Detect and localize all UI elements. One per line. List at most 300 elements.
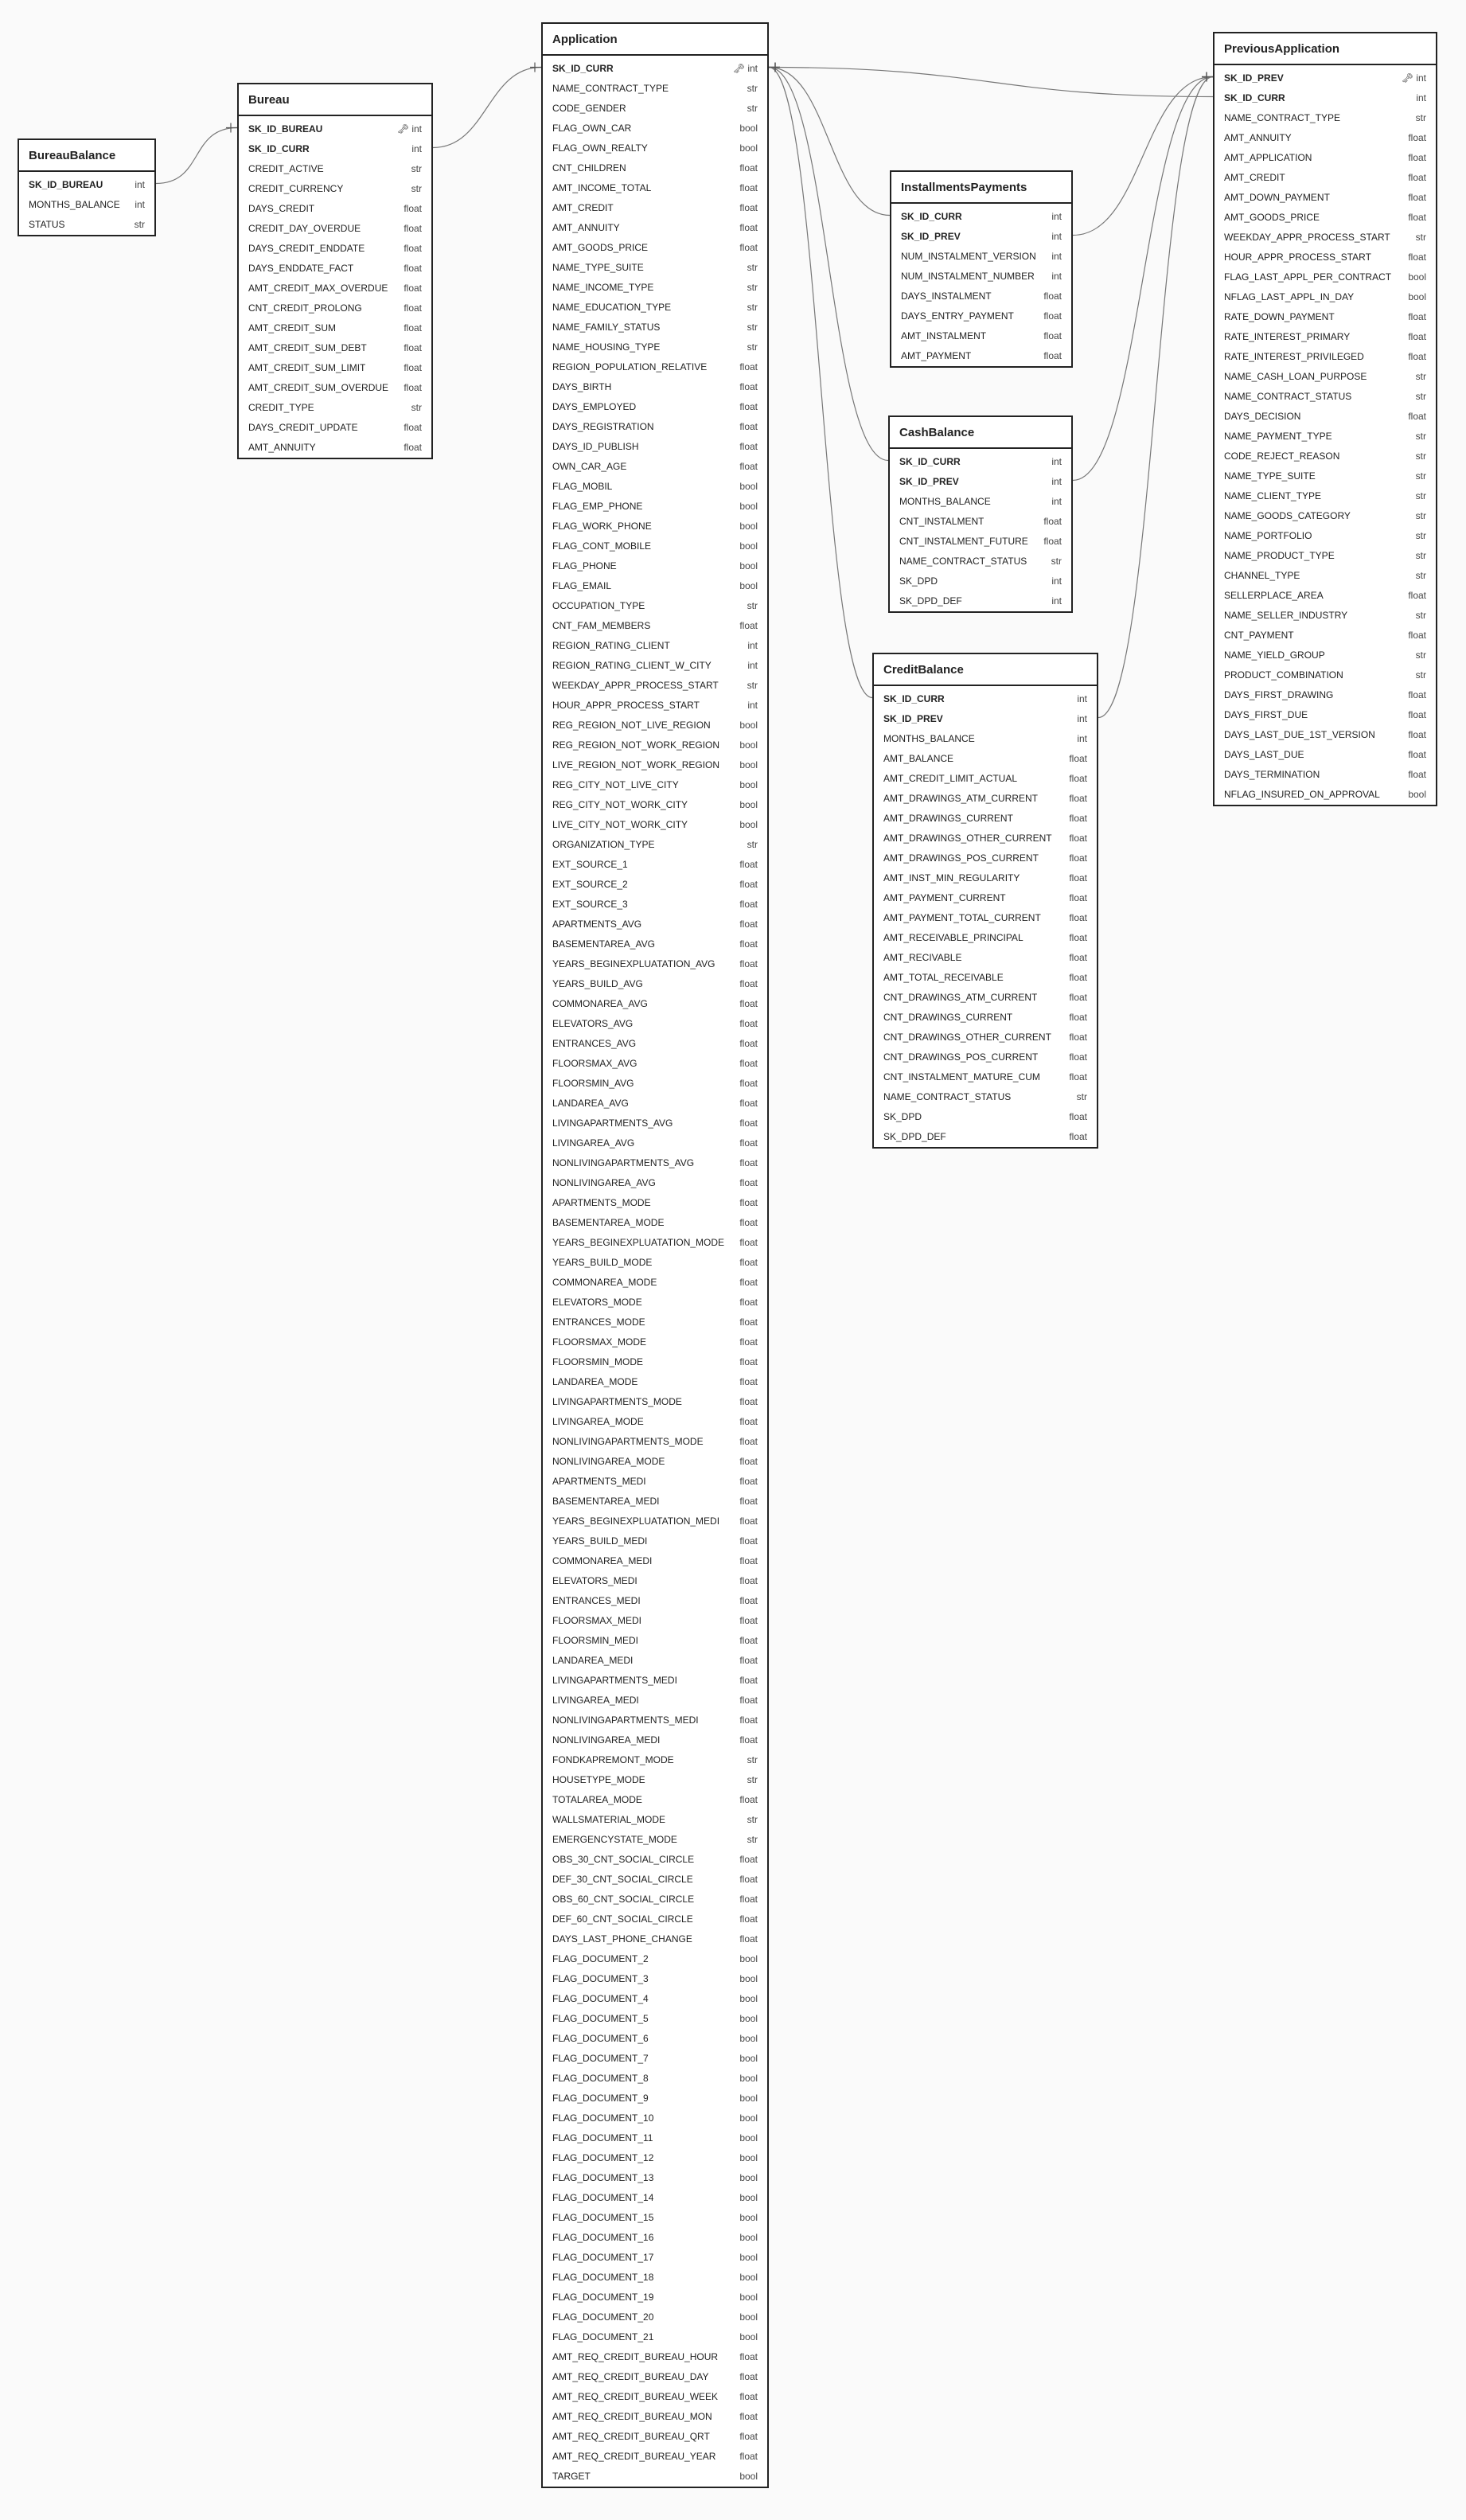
field-name: FLAG_DOCUMENT_6 xyxy=(552,2033,649,2044)
field-name: AMT_ANNUITY xyxy=(248,442,316,453)
field-row[interactable] xyxy=(543,2009,767,2029)
field-row[interactable] xyxy=(543,517,767,536)
field-row[interactable] xyxy=(19,175,154,195)
field-row[interactable] xyxy=(890,532,1071,552)
field-row[interactable] xyxy=(874,988,1097,1008)
field-name: CREDIT_TYPE xyxy=(248,402,314,413)
field-row[interactable] xyxy=(543,1332,767,1352)
field-row[interactable] xyxy=(543,2407,767,2427)
field-row[interactable] xyxy=(239,159,431,179)
field-type: str xyxy=(134,219,145,230)
field-row[interactable] xyxy=(543,1133,767,1153)
field-row[interactable] xyxy=(874,888,1097,908)
field-type: float xyxy=(1408,132,1426,143)
field-type: int xyxy=(1051,496,1062,507)
field-row[interactable] xyxy=(543,2327,767,2347)
field-row[interactable] xyxy=(543,138,767,158)
field-row[interactable] xyxy=(543,2029,767,2049)
field-row[interactable] xyxy=(1215,546,1436,566)
field-row[interactable] xyxy=(543,994,767,1014)
field-row[interactable] xyxy=(891,287,1071,306)
field-name: YEARS_BUILD_MEDI xyxy=(552,1535,648,1547)
field-row[interactable] xyxy=(1215,526,1436,546)
field-row[interactable] xyxy=(1215,148,1436,168)
field-row[interactable] xyxy=(543,1770,767,1790)
field-row[interactable] xyxy=(543,377,767,397)
field-row[interactable] xyxy=(543,437,767,457)
field-row[interactable] xyxy=(239,179,431,199)
field-row[interactable] xyxy=(543,696,767,716)
field-type: float xyxy=(1043,350,1062,361)
field-row[interactable] xyxy=(543,2228,767,2248)
field-row[interactable] xyxy=(239,418,431,438)
field-type: bool xyxy=(739,819,758,830)
field-row[interactable] xyxy=(543,1531,767,1551)
field-type: float xyxy=(739,1933,758,1945)
field-row[interactable] xyxy=(543,835,767,855)
field-row[interactable] xyxy=(543,636,767,656)
field-row[interactable] xyxy=(1215,108,1436,128)
field-row[interactable] xyxy=(543,616,767,636)
field-row[interactable] xyxy=(543,1313,767,1332)
field-row[interactable] xyxy=(1215,88,1436,108)
field-type: float xyxy=(404,342,422,353)
field-row[interactable] xyxy=(543,218,767,238)
field-type: str xyxy=(411,183,422,194)
field-row[interactable] xyxy=(1215,307,1436,327)
field-list xyxy=(543,56,767,2487)
field-type: float xyxy=(739,1714,758,1726)
relation-one-marker xyxy=(226,123,237,133)
field-name: CODE_REJECT_REASON xyxy=(1224,451,1340,462)
field-row[interactable] xyxy=(874,948,1097,968)
field-row[interactable] xyxy=(543,1830,767,1850)
field-type: str xyxy=(747,600,758,611)
field-name: FLAG_DOCUMENT_5 xyxy=(552,2013,649,2024)
field-row[interactable] xyxy=(1215,68,1436,88)
field-row[interactable] xyxy=(543,397,767,417)
field-row[interactable] xyxy=(890,571,1071,591)
field-row[interactable] xyxy=(543,2307,767,2327)
table-title: CashBalance xyxy=(890,417,1071,449)
field-row[interactable] xyxy=(874,968,1097,988)
field-type: float xyxy=(739,1118,758,1129)
field-row[interactable] xyxy=(543,656,767,676)
field-row[interactable] xyxy=(874,1087,1097,1107)
field-row[interactable] xyxy=(543,775,767,795)
field-row[interactable] xyxy=(543,1412,767,1432)
table-previousapplication[interactable] xyxy=(1213,32,1437,806)
field-row[interactable] xyxy=(543,2347,767,2367)
field-row[interactable] xyxy=(543,1233,767,1253)
field-row[interactable] xyxy=(543,974,767,994)
field-row[interactable] xyxy=(1215,427,1436,447)
field-type: float xyxy=(1069,1131,1087,1142)
field-type: float xyxy=(739,361,758,373)
field-row[interactable] xyxy=(543,457,767,477)
field-row[interactable] xyxy=(543,59,767,79)
table-bureau[interactable] xyxy=(237,83,433,459)
field-row[interactable] xyxy=(543,1014,767,1034)
field-row[interactable] xyxy=(543,2248,767,2268)
field-name: NAME_YIELD_GROUP xyxy=(1224,650,1325,661)
field-row[interactable] xyxy=(891,326,1071,346)
field-type: float xyxy=(1069,892,1087,903)
field-row[interactable] xyxy=(890,512,1071,532)
field-type: float xyxy=(739,1058,758,1069)
field-row[interactable] xyxy=(874,809,1097,829)
field-row[interactable] xyxy=(891,267,1071,287)
field-row[interactable] xyxy=(1215,765,1436,785)
field-type: str xyxy=(747,680,758,691)
field-type: float xyxy=(739,1595,758,1606)
field-row[interactable] xyxy=(543,1452,767,1472)
field-row[interactable] xyxy=(874,848,1097,868)
field-name: COMMONAREA_AVG xyxy=(552,998,648,1009)
field-row[interactable] xyxy=(543,1034,767,1054)
field-row[interactable] xyxy=(543,1750,767,1770)
field-name: EXT_SOURCE_1 xyxy=(552,859,628,870)
field-name: CNT_FAM_MEMBERS xyxy=(552,620,651,631)
field-row[interactable] xyxy=(543,318,767,337)
field-row[interactable] xyxy=(543,1571,767,1591)
field-row[interactable] xyxy=(543,2168,767,2188)
field-row[interactable] xyxy=(543,1492,767,1512)
field-row[interactable] xyxy=(543,556,767,576)
field-row[interactable] xyxy=(1215,327,1436,347)
field-row[interactable] xyxy=(543,1193,767,1213)
field-type: float xyxy=(1408,331,1426,342)
field-row[interactable] xyxy=(1215,168,1436,188)
field-name: SK_ID_PREV xyxy=(901,231,961,242)
field-row[interactable] xyxy=(543,1790,767,1810)
field-row[interactable] xyxy=(1215,626,1436,646)
field-row[interactable] xyxy=(1215,506,1436,526)
field-row[interactable] xyxy=(874,1047,1097,1067)
field-row[interactable] xyxy=(874,1127,1097,1147)
field-name: FLAG_LAST_APPL_PER_CONTRACT xyxy=(1224,271,1392,283)
field-name: NAME_CONTRACT_TYPE xyxy=(552,83,669,94)
field-row[interactable] xyxy=(543,1711,767,1730)
field-row[interactable] xyxy=(874,769,1097,789)
table-application[interactable] xyxy=(541,22,769,2488)
field-row[interactable] xyxy=(239,219,431,239)
field-row[interactable] xyxy=(543,855,767,875)
field-row[interactable] xyxy=(1215,586,1436,606)
field-row[interactable] xyxy=(543,2049,767,2069)
field-name: SK_ID_CURR xyxy=(899,456,961,467)
field-row[interactable] xyxy=(891,306,1071,326)
field-row[interactable] xyxy=(1215,745,1436,765)
field-row[interactable] xyxy=(1215,188,1436,208)
field-row[interactable] xyxy=(543,1730,767,1750)
field-type: float xyxy=(739,222,758,233)
field-row[interactable] xyxy=(1215,705,1436,725)
field-name: DEF_30_CNT_SOCIAL_CIRCLE xyxy=(552,1874,693,1885)
field-type: float xyxy=(739,1098,758,1109)
field-row[interactable] xyxy=(239,338,431,358)
field-row[interactable] xyxy=(874,908,1097,928)
field-name: CNT_INSTALMENT_FUTURE xyxy=(899,536,1028,547)
field-row[interactable] xyxy=(543,1074,767,1094)
field-row[interactable] xyxy=(874,789,1097,809)
field-row[interactable] xyxy=(543,2268,767,2288)
field-row[interactable] xyxy=(543,1352,767,1372)
field-row[interactable] xyxy=(543,755,767,775)
field-row[interactable] xyxy=(239,398,431,418)
field-name: NAME_PORTFOLIO xyxy=(1224,530,1312,541)
field-row[interactable] xyxy=(543,497,767,517)
field-row[interactable] xyxy=(543,1870,767,1890)
field-row[interactable] xyxy=(874,1107,1097,1127)
field-row[interactable] xyxy=(1215,248,1436,267)
field-row[interactable] xyxy=(543,477,767,497)
field-row[interactable] xyxy=(874,1067,1097,1087)
field-row[interactable] xyxy=(891,227,1071,247)
field-row[interactable] xyxy=(543,915,767,934)
field-type: str xyxy=(1415,470,1426,482)
field-name: NAME_CONTRACT_TYPE xyxy=(1224,112,1341,123)
field-row[interactable] xyxy=(239,318,431,338)
field-row[interactable] xyxy=(543,1551,767,1571)
field-row[interactable] xyxy=(543,2387,767,2407)
field-row[interactable] xyxy=(239,298,431,318)
field-row[interactable] xyxy=(543,1591,767,1611)
field-row[interactable] xyxy=(543,2427,767,2447)
field-row[interactable] xyxy=(874,928,1097,948)
field-name: ELEVATORS_AVG xyxy=(552,1018,634,1029)
field-row[interactable] xyxy=(891,207,1071,227)
field-row[interactable] xyxy=(543,1910,767,1929)
field-row[interactable] xyxy=(543,417,767,437)
field-row[interactable] xyxy=(543,1651,767,1671)
field-row[interactable] xyxy=(891,346,1071,366)
field-name: SK_DPD xyxy=(883,1111,922,1122)
field-row[interactable] xyxy=(543,2128,767,2148)
field-row[interactable] xyxy=(1215,785,1436,805)
field-name: DAYS_REGISTRATION xyxy=(552,421,654,432)
field-row[interactable] xyxy=(543,2467,767,2487)
field-row[interactable] xyxy=(890,452,1071,472)
field-row[interactable] xyxy=(543,2447,767,2467)
field-row[interactable] xyxy=(543,2208,767,2228)
field-row[interactable] xyxy=(543,178,767,198)
relation-creditbalance-previousapplication xyxy=(1098,77,1213,718)
field-row[interactable] xyxy=(543,357,767,377)
field-row[interactable] xyxy=(874,689,1097,709)
field-row[interactable] xyxy=(239,279,431,298)
field-row[interactable] xyxy=(1215,128,1436,148)
field-row[interactable] xyxy=(874,729,1097,749)
field-row[interactable] xyxy=(543,934,767,954)
field-row[interactable] xyxy=(874,749,1097,769)
field-type: float xyxy=(739,182,758,193)
field-row[interactable] xyxy=(543,1472,767,1492)
field-row[interactable] xyxy=(543,278,767,298)
field-row[interactable] xyxy=(1215,228,1436,248)
table-installmentspayments[interactable] xyxy=(890,170,1073,368)
field-row[interactable] xyxy=(543,2069,767,2089)
field-type: int xyxy=(747,700,758,711)
field-row[interactable] xyxy=(543,1850,767,1870)
field-row[interactable] xyxy=(1215,387,1436,407)
field-name: OBS_30_CNT_SOCIAL_CIRCLE xyxy=(552,1854,695,1865)
field-row[interactable] xyxy=(543,1432,767,1452)
field-type: float xyxy=(739,2351,758,2362)
field-type: str xyxy=(747,103,758,114)
field-name: ENTRANCES_MODE xyxy=(552,1317,645,1328)
field-row[interactable] xyxy=(543,119,767,138)
field-row[interactable] xyxy=(543,735,767,755)
field-type: bool xyxy=(739,540,758,552)
field-name: NUM_INSTALMENT_NUMBER xyxy=(901,271,1035,282)
field-type: bool xyxy=(739,2272,758,2283)
field-row[interactable] xyxy=(543,1153,767,1173)
field-row[interactable] xyxy=(239,438,431,458)
field-row[interactable] xyxy=(543,79,767,99)
field-row[interactable] xyxy=(543,1273,767,1293)
field-row[interactable] xyxy=(19,195,154,215)
field-row[interactable] xyxy=(239,358,431,378)
field-row[interactable] xyxy=(543,238,767,258)
field-row[interactable] xyxy=(543,1671,767,1691)
field-name: FLAG_EMAIL xyxy=(552,580,612,591)
field-row[interactable] xyxy=(543,2367,767,2387)
field-row[interactable] xyxy=(543,1611,767,1631)
field-row[interactable] xyxy=(1215,447,1436,466)
field-row[interactable] xyxy=(543,1054,767,1074)
field-row[interactable] xyxy=(1215,725,1436,745)
field-type: float xyxy=(739,1615,758,1626)
field-row[interactable] xyxy=(543,1392,767,1412)
field-row[interactable] xyxy=(1215,685,1436,705)
table-creditbalance[interactable] xyxy=(872,653,1098,1149)
table-cashbalance[interactable] xyxy=(888,415,1073,613)
field-name: YEARS_BEGINEXPLUATATION_MODE xyxy=(552,1237,725,1248)
field-row[interactable] xyxy=(874,1028,1097,1047)
field-row[interactable] xyxy=(239,119,431,139)
field-row[interactable] xyxy=(890,492,1071,512)
field-row[interactable] xyxy=(1215,367,1436,387)
field-row[interactable] xyxy=(874,829,1097,848)
field-row[interactable] xyxy=(874,1008,1097,1028)
field-row[interactable] xyxy=(543,298,767,318)
field-row[interactable] xyxy=(19,215,154,235)
field-row[interactable] xyxy=(543,198,767,218)
field-row[interactable] xyxy=(543,1293,767,1313)
field-row[interactable] xyxy=(874,868,1097,888)
field-row[interactable] xyxy=(1215,486,1436,506)
field-row[interactable] xyxy=(543,1213,767,1233)
field-row[interactable] xyxy=(1215,267,1436,287)
field-type: float xyxy=(1069,852,1087,864)
field-row[interactable] xyxy=(239,378,431,398)
field-row[interactable] xyxy=(891,247,1071,267)
field-row[interactable] xyxy=(543,596,767,616)
field-row[interactable] xyxy=(543,99,767,119)
field-row[interactable] xyxy=(543,1691,767,1711)
field-row[interactable] xyxy=(543,2108,767,2128)
field-row[interactable] xyxy=(543,536,767,556)
field-row[interactable] xyxy=(543,1969,767,1989)
field-row[interactable] xyxy=(543,576,767,596)
field-row[interactable] xyxy=(543,1989,767,2009)
field-row[interactable] xyxy=(543,815,767,835)
field-row[interactable] xyxy=(543,954,767,974)
field-row[interactable] xyxy=(543,2188,767,2208)
field-row[interactable] xyxy=(1215,466,1436,486)
field-row[interactable] xyxy=(1215,646,1436,665)
field-type: int xyxy=(1051,211,1062,222)
field-row[interactable] xyxy=(543,795,767,815)
field-row[interactable] xyxy=(543,258,767,278)
field-row[interactable] xyxy=(1215,208,1436,228)
field-row[interactable] xyxy=(239,259,431,279)
field-row[interactable] xyxy=(1215,566,1436,586)
field-row[interactable] xyxy=(543,895,767,915)
field-row[interactable] xyxy=(543,1810,767,1830)
field-row[interactable] xyxy=(543,1890,767,1910)
field-row[interactable] xyxy=(543,337,767,357)
field-row[interactable] xyxy=(543,2089,767,2108)
field-name: BASEMENTAREA_AVG xyxy=(552,938,655,950)
field-row[interactable] xyxy=(1215,287,1436,307)
field-row[interactable] xyxy=(543,1372,767,1392)
field-row[interactable] xyxy=(1215,347,1436,367)
field-row[interactable] xyxy=(1215,606,1436,626)
field-row[interactable] xyxy=(543,1929,767,1949)
field-name: TARGET xyxy=(552,2471,591,2482)
field-type: float xyxy=(739,421,758,432)
field-row[interactable] xyxy=(543,158,767,178)
field-row[interactable] xyxy=(543,1631,767,1651)
field-row[interactable] xyxy=(543,1512,767,1531)
field-row[interactable] xyxy=(543,875,767,895)
field-row[interactable] xyxy=(874,709,1097,729)
field-row[interactable] xyxy=(1215,407,1436,427)
field-row[interactable] xyxy=(239,199,431,219)
field-row[interactable] xyxy=(543,1253,767,1273)
field-row[interactable] xyxy=(543,1094,767,1114)
field-type: bool xyxy=(739,142,758,154)
field-name: FLAG_DOCUMENT_14 xyxy=(552,2192,654,2203)
field-row[interactable] xyxy=(543,2288,767,2307)
field-type: str xyxy=(747,1774,758,1785)
field-row[interactable] xyxy=(543,716,767,735)
field-row[interactable] xyxy=(543,1949,767,1969)
table-bureaubalance[interactable] xyxy=(18,138,156,236)
field-row[interactable] xyxy=(1215,665,1436,685)
field-row[interactable] xyxy=(239,139,431,159)
field-type: int xyxy=(411,143,422,154)
field-type: str xyxy=(411,163,422,174)
field-row[interactable] xyxy=(543,1114,767,1133)
field-row[interactable] xyxy=(890,552,1071,571)
field-row[interactable] xyxy=(890,591,1071,611)
field-row[interactable] xyxy=(543,676,767,696)
field-type: str xyxy=(747,1814,758,1825)
field-row[interactable] xyxy=(543,1173,767,1193)
field-row[interactable] xyxy=(239,239,431,259)
field-name: SK_ID_CURR xyxy=(552,63,614,74)
field-type: float xyxy=(1069,1111,1087,1122)
field-row[interactable] xyxy=(543,2148,767,2168)
relation-cashbalance-previousapplication xyxy=(1073,77,1213,481)
field-type: float xyxy=(404,382,422,393)
field-name: WEEKDAY_APPR_PROCESS_START xyxy=(1224,232,1390,243)
field-type: bool xyxy=(739,2013,758,2024)
field-row[interactable] xyxy=(890,472,1071,492)
